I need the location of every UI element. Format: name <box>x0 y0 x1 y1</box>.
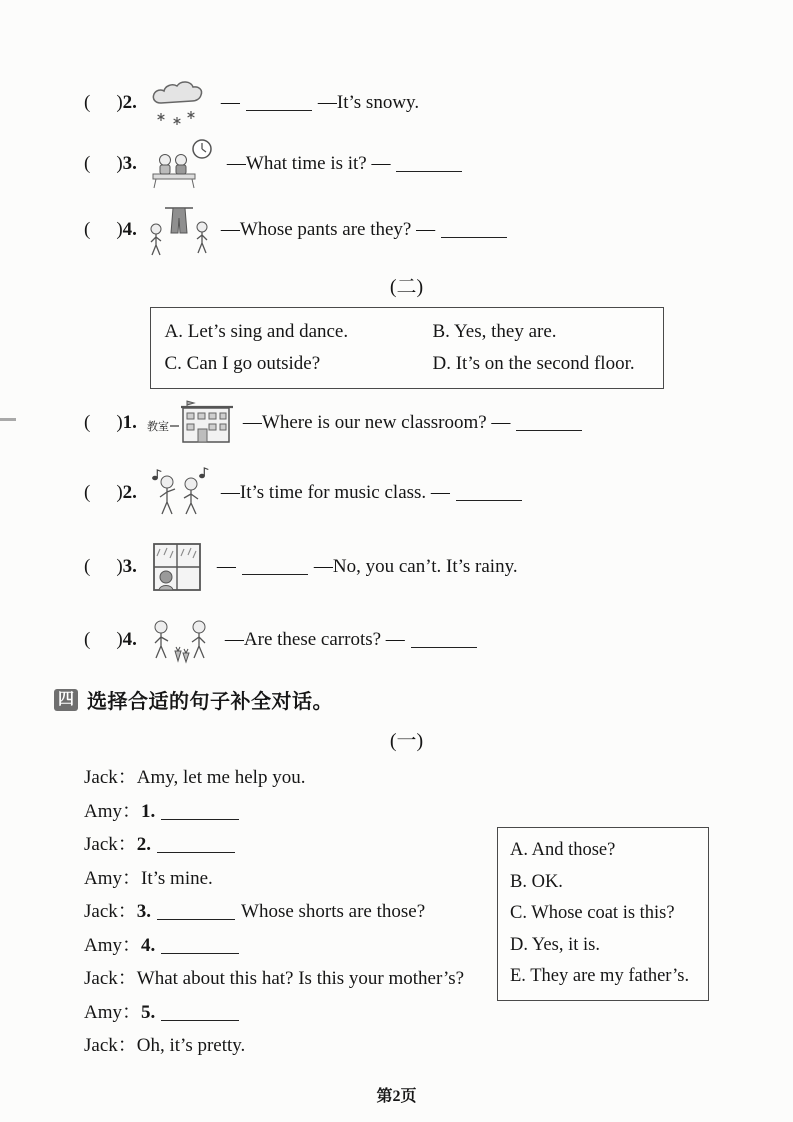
question-text <box>225 629 483 651</box>
school-building-illustration <box>147 399 233 447</box>
answer-blank <box>242 572 308 575</box>
section-four-header <box>54 685 729 714</box>
answer-paren-close: ) <box>116 482 123 503</box>
answer-paren-open: ( <box>84 556 91 577</box>
snowy-weather-illustration <box>147 80 211 126</box>
dialogue-line <box>84 1029 729 1063</box>
question-pre: —What time is it? — <box>226 153 391 174</box>
option-b: B. OK. <box>510 871 563 892</box>
question-pre: —Whose pants are they? — <box>220 219 436 240</box>
answer-paren-open: ( <box>84 153 91 174</box>
answer-blank <box>246 108 312 111</box>
options-box-part-two <box>150 307 664 389</box>
speaker-label: Jack： <box>84 1035 137 1056</box>
children-with-carrots-illustration <box>147 615 215 665</box>
option-b: B. Yes, they are. <box>432 321 557 342</box>
rainy-window-illustration <box>147 539 207 595</box>
question-item <box>84 615 729 665</box>
option-d: D. Yes, it is. <box>510 934 600 955</box>
blank-number: 4. <box>141 934 156 956</box>
dialogue-text: Amy, let me help you. <box>136 767 306 788</box>
question-item <box>84 399 729 447</box>
question-pre: — <box>216 556 236 577</box>
speaker-label: Amy： <box>84 800 142 822</box>
answer-blank <box>157 917 235 920</box>
dialogue-text: What about this hat? Is this your mother’s? <box>136 968 465 989</box>
speaker-label: Amy： <box>84 1001 142 1023</box>
children-with-clock-illustration <box>147 138 217 190</box>
blank-number: 1. <box>141 800 156 822</box>
question-pre: — <box>220 92 240 113</box>
page-number: 第2页 <box>376 1088 417 1105</box>
question-item <box>84 80 729 126</box>
answer-paren-close: ) <box>116 412 123 433</box>
answer-paren-close: ) <box>116 153 123 174</box>
answer-paren-open: ( <box>84 629 91 650</box>
item-number: 3. <box>122 556 137 577</box>
question-item <box>84 467 729 519</box>
answer-paren-close: ) <box>116 629 123 650</box>
options-box-dialogue <box>497 827 709 1001</box>
question-text <box>227 153 469 175</box>
rainy-window-illustration <box>147 539 207 595</box>
item-number: 4. <box>122 219 137 240</box>
singing-children-illustration <box>147 467 211 519</box>
answer-paren-open: ( <box>84 412 91 433</box>
question-text <box>221 482 528 504</box>
option-c: C. Can I go outside? <box>164 353 321 374</box>
children-with-pants-illustration <box>147 202 211 258</box>
answer-blank <box>456 498 522 501</box>
question-item <box>84 539 729 595</box>
answer-blank <box>161 1018 239 1021</box>
question-text <box>221 92 419 114</box>
question-item <box>84 202 729 258</box>
answer-paren-open: ( <box>84 92 91 113</box>
item-number: 3. <box>122 153 137 174</box>
answer-paren-open: ( <box>84 482 91 503</box>
dialogue-section <box>84 761 729 1063</box>
options-row <box>165 348 649 380</box>
option-a: A. Let’s sing and dance. <box>164 321 349 342</box>
answer-paren-close: ) <box>116 219 123 240</box>
question-post: —It’s snowy. <box>317 92 420 113</box>
question-pre: —It’s time for music class. — <box>220 482 450 503</box>
item-number: 4. <box>122 629 137 650</box>
question-pre: —Are these carrots? — <box>224 629 405 650</box>
options-row <box>165 316 649 348</box>
snowy-weather-illustration <box>147 80 211 126</box>
answer-paren-close: ) <box>116 556 123 577</box>
speaker-label: Amy： <box>84 867 142 889</box>
answer-blank <box>411 645 477 648</box>
item-number: 2. <box>122 92 137 113</box>
dialogue-text: Whose shorts are those? <box>241 901 426 922</box>
singing-children-illustration <box>147 467 211 519</box>
section-title: 选择合适的句子补全对话。 <box>87 691 334 713</box>
speaker-label: Jack： <box>84 901 137 922</box>
blank-number: 3. <box>136 901 152 922</box>
answer-blank <box>157 850 235 853</box>
dialogue-text: It’s mine. <box>141 867 213 889</box>
option-e: E. They are my father’s. <box>510 966 690 986</box>
speaker-label: Amy： <box>84 934 142 956</box>
children-with-clock-illustration <box>147 138 217 190</box>
section-number-badge: 四 <box>54 689 78 711</box>
children-with-carrots-illustration <box>147 615 215 665</box>
question-item <box>84 138 729 190</box>
question-post: —No, you can’t. It’s rainy. <box>313 556 518 577</box>
answer-blank <box>161 951 239 954</box>
dialogue-line <box>84 996 729 1030</box>
dialogue-line <box>84 795 729 829</box>
answer-blank <box>441 235 507 238</box>
dialogue-line <box>84 761 729 795</box>
answer-paren-open: ( <box>84 219 91 240</box>
answer-blank <box>396 169 462 172</box>
blank-number: 5. <box>141 1001 156 1023</box>
answer-blank <box>516 428 582 431</box>
answer-blank <box>161 817 239 820</box>
part-one-subheading: (一) <box>389 730 424 752</box>
item-number: 1. <box>122 412 137 433</box>
question-text <box>243 412 589 434</box>
blank-number: 2. <box>136 834 152 855</box>
option-c: C. Whose coat is this? <box>510 903 675 923</box>
speaker-label: Jack： <box>84 834 137 855</box>
speaker-label: Jack： <box>84 767 137 788</box>
answer-paren-close: ) <box>116 92 123 113</box>
option-d: D. It’s on the second floor. <box>432 353 635 374</box>
question-text <box>217 556 518 578</box>
school-building-illustration <box>147 399 233 447</box>
option-a: A. And those? <box>510 840 616 860</box>
classroom-label: 教室 <box>146 421 169 433</box>
children-with-pants-illustration <box>147 202 211 258</box>
speaker-label: Jack： <box>84 968 137 989</box>
dialogue-text: Oh, it’s pretty. <box>136 1035 246 1056</box>
question-text <box>221 219 513 241</box>
question-pre: —Where is our new classroom? — <box>242 412 511 433</box>
item-number: 2. <box>122 482 137 503</box>
part-two-heading: (二) <box>389 276 424 298</box>
